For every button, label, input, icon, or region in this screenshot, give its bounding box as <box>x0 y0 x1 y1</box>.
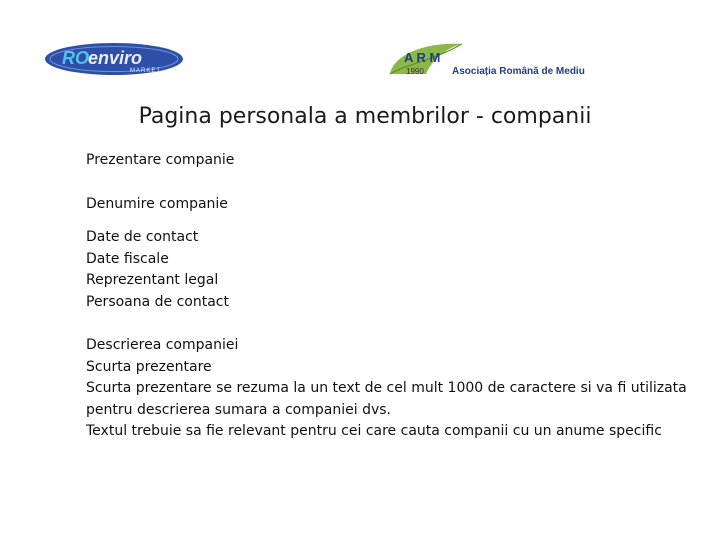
section-denumire: Denumire companie <box>86 195 228 212</box>
section-prezentare: Prezentare companie <box>86 152 235 168</box>
arm-mark-text: A R M <box>404 50 441 65</box>
roenviro-logo <box>44 42 184 76</box>
descriere-item: Scurta prezentare <box>86 358 212 375</box>
contact-item: Reprezentant legal <box>86 272 219 288</box>
descriere-item: Scurta prezentare se rezuma la un text de cel mult 1000 de caractere si va fi utilizata pentru descrierea sumara a companiei dvs. <box>86 380 687 418</box>
content-body <box>86 150 706 443</box>
arm-logo <box>386 40 596 80</box>
descriere-heading: Descrierea companiei <box>86 337 239 353</box>
logo-ro-text: RO <box>62 48 89 68</box>
arm-year-text: 1990 <box>406 67 424 76</box>
page-title: Pagina personala a membrilor - companii <box>138 104 592 129</box>
descriere-item: Textul trebuie sa fie relevant pentru cei care cauta companii cu un anume specific <box>86 423 662 439</box>
contact-item: Date fiscale <box>86 250 169 267</box>
logo-enviro-text: enviro <box>88 48 143 68</box>
arm-org-name: Asociația Română de Mediu <box>452 66 585 77</box>
contact-heading: Date de contact <box>86 229 199 245</box>
logo-market-text: MARKET <box>130 68 162 74</box>
contact-item: Persoana de contact <box>86 293 229 310</box>
